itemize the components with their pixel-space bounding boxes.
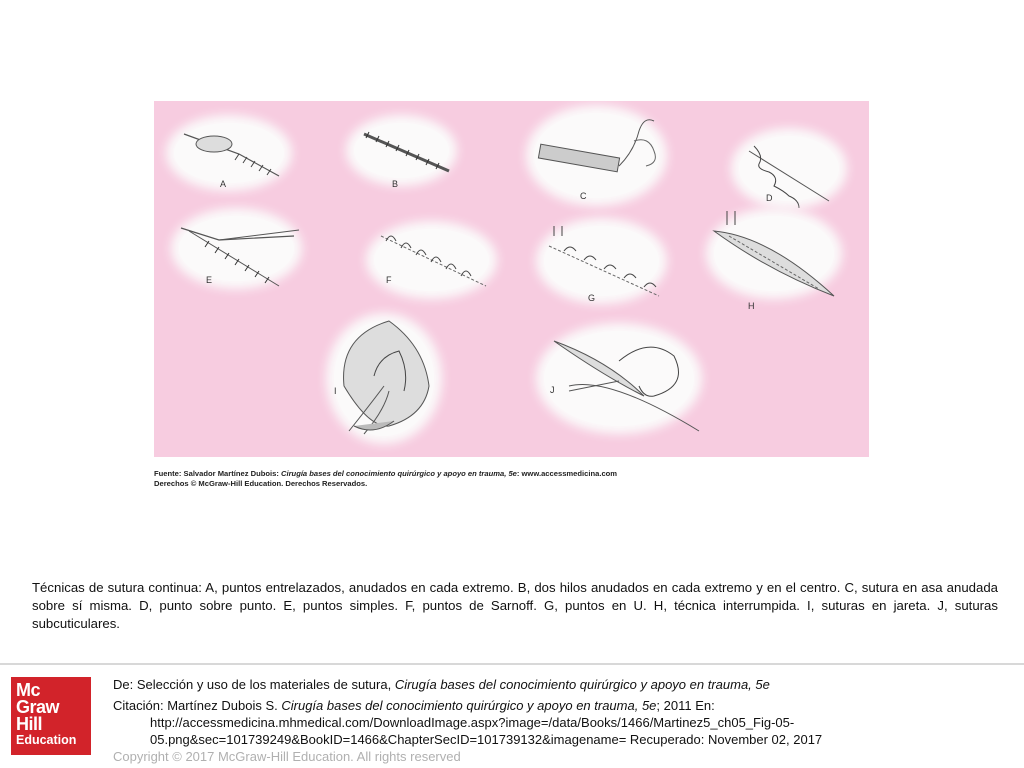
panel-e-sketch bbox=[179, 216, 299, 286]
reference-url-line-1[interactable]: http://accessmedicina.mhmedical.com/DownloadImage.aspx?image=/data/Books/1466/Martinez5_ch05_Fig-05- bbox=[150, 715, 795, 730]
logo-line-3: Hill bbox=[16, 714, 43, 734]
logo-line-1: Mc bbox=[16, 680, 41, 700]
panel-a-sketch bbox=[179, 126, 289, 186]
panel-d-label: D bbox=[766, 193, 773, 203]
figure-rights-line: Derechos © McGraw-Hill Education. Derechos Reservados. bbox=[154, 479, 368, 488]
figure-source-note bbox=[154, 457, 869, 490]
reference-citation-suffix: ; 2011 En: bbox=[656, 698, 715, 713]
panel-j-sketch bbox=[549, 326, 709, 436]
panel-a-label: A bbox=[220, 179, 227, 189]
panel-b-sketch bbox=[354, 126, 454, 181]
panel-f-sketch bbox=[376, 226, 496, 296]
figure-source-line bbox=[154, 469, 869, 479]
reference-citation-sep: . bbox=[274, 698, 282, 713]
reference-citation-line bbox=[113, 697, 1013, 714]
panel-i-label: I bbox=[334, 386, 337, 396]
footer-divider bbox=[0, 663, 1024, 665]
reference-block bbox=[113, 676, 1013, 765]
reference-citation-prefix: Citación: Martínez Dubois S bbox=[113, 698, 275, 713]
panel-c-sketch bbox=[539, 111, 664, 196]
logo-line-2: Graw bbox=[16, 697, 60, 717]
panel-c-label: C bbox=[580, 191, 587, 201]
panel-e-label: E bbox=[206, 275, 213, 285]
reference-url-line-2[interactable]: 05.png&sec=101739249&BookID=1466&ChapterSecID=101739132&imagename= Recuperado: November 02, 2017 bbox=[150, 732, 823, 747]
suture-techniques-figure bbox=[154, 101, 869, 490]
panel-h-label: H bbox=[748, 301, 755, 311]
logo-line-4: Education bbox=[16, 733, 77, 747]
copyright-line: Copyright © 2017 McGraw-Hill Education. All rights reserved bbox=[113, 749, 461, 764]
panel-h-sketch bbox=[709, 211, 839, 301]
panel-f-label: F bbox=[386, 275, 392, 285]
reference-from-line bbox=[113, 676, 1013, 693]
figure-source-prefix: Fuente: Salvador Martínez Dubois: bbox=[154, 469, 281, 478]
reference-from-prefix: De: Selección y uso de los materiales de sutura, bbox=[113, 677, 395, 692]
panel-g-label: G bbox=[588, 293, 596, 303]
figure-illustration-panel bbox=[154, 101, 869, 457]
panel-b-label: B bbox=[392, 179, 399, 189]
figure-caption: Técnicas de sutura continua: A, puntos entrelazados, anudados en cada extremo. B, dos hilos anudados en cada extremo y en el centro. C, sutura en asa anudada sobre sí misma. D, punto sobre punto. E, puntos simples. F, puntos de Sarnoff. G, puntos en U. H, técnica interrumpida. I, suturas en jareta. J, suturas subcuticulares. bbox=[32, 580, 998, 631]
panel-j-label: J bbox=[550, 385, 555, 395]
mcgraw-hill-logo bbox=[11, 677, 91, 755]
reference-from-title: Cirugía bases del conocimiento quirúrgico y apoyo en trauma, 5e bbox=[394, 677, 770, 692]
panel-g-sketch bbox=[544, 221, 664, 301]
figure-source-title: Cirugía bases del conocimiento quirúrgico y apoyo en trauma, 5e bbox=[281, 469, 517, 478]
figure-source-suffix: : www.accessmedicina.com bbox=[516, 469, 618, 478]
panel-d-sketch bbox=[744, 141, 844, 206]
reference-citation-title: Cirugía bases del conocimiento quirúrgico y apoyo en trauma, 5e bbox=[281, 698, 657, 713]
panel-i-sketch bbox=[329, 316, 439, 441]
